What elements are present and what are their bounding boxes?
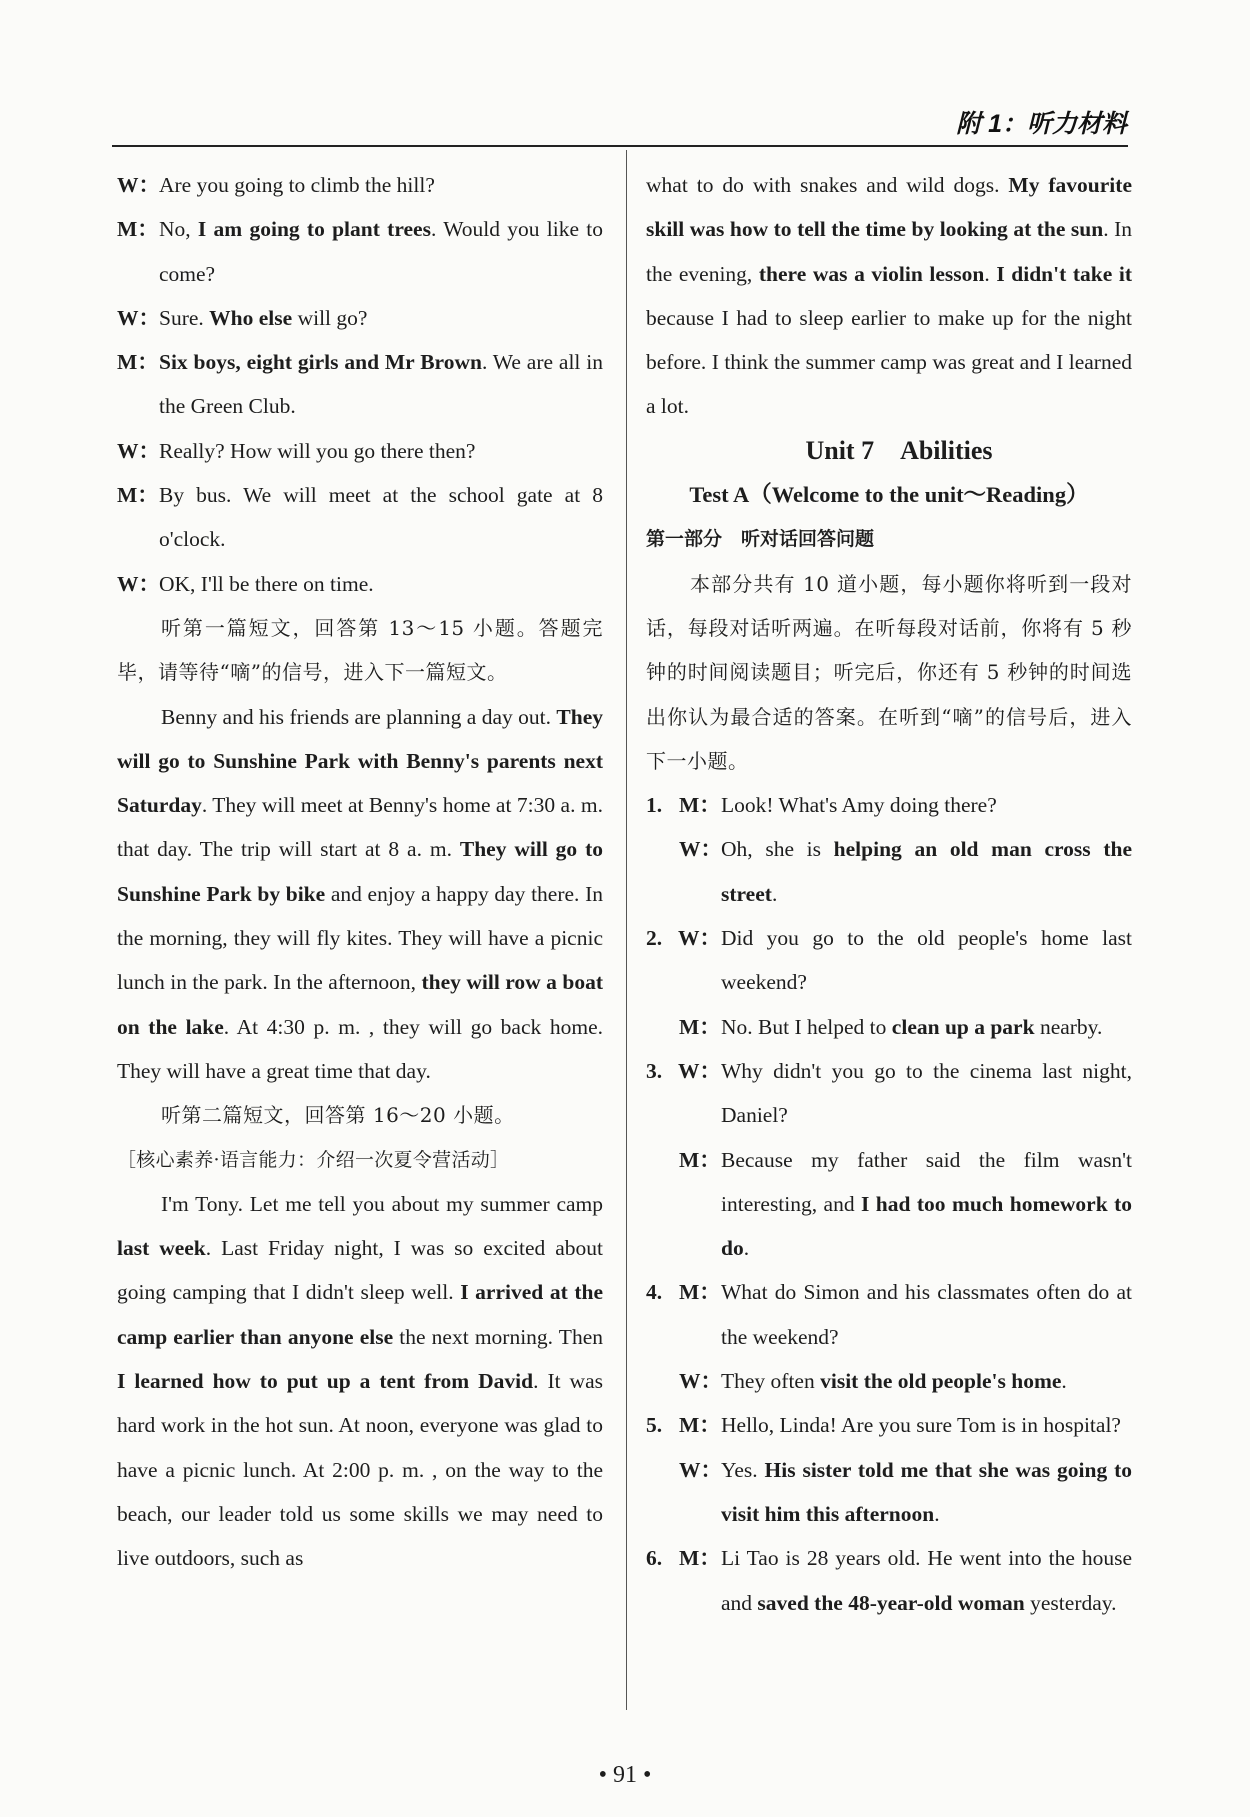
text-run: what to do with snakes and wild dogs. <box>646 173 1009 197</box>
highlighted-text: They will go to Sunshine Park with Benny's parents next Saturday <box>117 704 603 818</box>
speaker-label: M： <box>679 1147 721 1172</box>
test-title: Test A（Welcome to the unit～Reading） <box>689 482 1089 508</box>
dialogue <box>117 163 603 606</box>
text-run: . <box>771 881 778 906</box>
dialogue-text <box>159 296 603 340</box>
question-item <box>646 1403 1132 1536</box>
dialogue-text <box>159 429 603 473</box>
question-number: 6. <box>646 1546 663 1571</box>
text-run: . <box>984 261 997 286</box>
dialogue-line <box>646 1448 1132 1537</box>
dialogue-text <box>159 562 603 606</box>
highlighted-text: They will go to Sunshine Park by bike <box>117 837 603 906</box>
text-run: . We are all in the Green Club. <box>159 350 603 419</box>
dialogue-text <box>721 1005 1132 1049</box>
text-run: No, <box>159 217 198 242</box>
highlighted-text: I am going to plant trees <box>197 217 431 242</box>
text-run: . <box>934 1501 940 1526</box>
section-title: 第一部分 听对话回答问题 <box>646 528 875 551</box>
text-run: Did you go to the old people's home last weekend? <box>721 926 1132 995</box>
highlighted-text: saved the 48-year-old woman <box>757 1590 1025 1615</box>
dialogue-text <box>721 1138 1132 1271</box>
speaker-label: M： <box>117 217 159 242</box>
dialogue-text <box>721 1448 1132 1537</box>
left-column <box>117 163 603 1581</box>
dialogue-line <box>646 1536 1132 1625</box>
speaker-label: W： <box>679 1457 723 1482</box>
highlighted-text: helping an old man cross the street <box>721 837 1132 906</box>
dialogue-text <box>159 473 603 562</box>
text-run: Sure. <box>159 305 210 330</box>
question-number: 1. <box>646 793 663 818</box>
column-divider <box>626 150 627 1710</box>
dialogue-text <box>159 340 603 429</box>
text-run: . At 4:30 p. m. , they will go back home. They will have a great time that day. <box>117 1014 603 1083</box>
passage-1 <box>117 695 603 1094</box>
dialogue-line <box>646 1138 1132 1271</box>
question-item <box>646 916 1132 1049</box>
highlighted-text: I arrived at the camp earlier than anyone else <box>117 1280 603 1349</box>
dialogue-line <box>646 1049 1132 1138</box>
question-item <box>646 1270 1132 1403</box>
question-item <box>646 1049 1132 1270</box>
speaker-label: M： <box>679 1014 721 1039</box>
text-run: and enjoy a happy day there. In the morning, they will fly kites. They will have a picnic lunch in the park. In the afternoon, <box>117 881 603 995</box>
dialogue-line <box>117 473 603 562</box>
text-run: Hello, Linda! Are you sure Tom is in hospital? <box>721 1413 1121 1438</box>
speaker-label: W： <box>679 837 723 862</box>
text-run: Li Tao is 28 years old. He went into the house and <box>721 1546 1132 1615</box>
dialogue-line <box>117 296 603 340</box>
dialogue-line <box>646 1270 1132 1359</box>
dialogue-text <box>721 1270 1132 1359</box>
highlighted-text: I didn't take it <box>996 261 1132 286</box>
highlighted-text: they will row a boat on the lake <box>117 970 604 1039</box>
dialogue-line <box>117 562 603 606</box>
highlighted-text: clean up a park <box>891 1014 1035 1039</box>
dialogue-text <box>721 1049 1132 1138</box>
text-run: Really? How will you go there then? <box>159 438 476 463</box>
core-literacy-note: ［核心素养·语言能力：介绍一次夏令营活动］ <box>117 1148 510 1171</box>
text-run: the next morning. Then <box>393 1324 603 1349</box>
speaker-label: W： <box>117 438 161 463</box>
text-run: Because my father said the film wasn't interesting, and <box>721 1147 1132 1216</box>
speaker-label: W： <box>117 173 161 197</box>
text-run: Why didn't you go to the cinema last night, Daniel? <box>721 1058 1132 1128</box>
highlighted-text: visit the old people's home <box>820 1369 1062 1394</box>
text-run: yesterday. <box>1024 1590 1117 1615</box>
dialogue-text <box>721 827 1132 916</box>
speaker-label: W： <box>679 1369 723 1394</box>
text-run: . Would you like to come? <box>159 217 603 286</box>
dialogue-line <box>117 163 603 207</box>
dialogue-line <box>646 783 1132 827</box>
dialogue-line <box>117 207 603 296</box>
dialogue-text <box>721 783 1132 827</box>
text-run: . It was hard work in the hot sun. At noon, everyone was glad to have a picnic lunch. At 2:00 p. m. , on the way to the beach, our leader told us some skills we may need to live outdoors, such as <box>117 1369 603 1571</box>
question-number: 4. <box>646 1280 663 1305</box>
text-run: Benny and his friends are planning a day out. <box>161 704 557 729</box>
dialogue-text <box>721 1403 1132 1447</box>
question-number: 2. <box>646 926 663 951</box>
text-run: Oh, she is <box>721 837 834 862</box>
section-description: 本部分共有 10 道小题，每小题你将听到一段对话，每段对话听两遍。在听每段对话前，你将有 5 秒钟的时间阅读题目；听完后，你还有 5 秒钟的时间选出你认为最合适的答案。在听到“嘀”的信号后，进入下一小题。 <box>646 571 1132 773</box>
dialogue-line <box>117 340 603 429</box>
highlighted-text: His sister told me that she was going to visit him this afternoon <box>721 1457 1132 1526</box>
speaker-label: M： <box>117 483 159 508</box>
text-run: nearby. <box>1034 1014 1103 1039</box>
highlighted-text: there was a violin lesson <box>758 261 985 286</box>
text-run: I'm Tony. Let me tell you about my summer camp <box>161 1191 603 1216</box>
text-run: . In the evening, <box>646 217 1132 286</box>
header-rule <box>112 145 1128 147</box>
speaker-label: W： <box>677 1058 721 1083</box>
highlighted-text: I had too much homework to do <box>721 1191 1132 1261</box>
question-item <box>646 1536 1132 1625</box>
passage-2 <box>117 1182 603 1581</box>
question-number: 5. <box>646 1413 663 1438</box>
speaker-label: W： <box>117 571 161 596</box>
highlighted-text: I learned how to put up a tent from David <box>117 1369 534 1394</box>
speaker-label: W： <box>117 305 161 330</box>
speaker-label: W： <box>677 926 721 951</box>
speaker-label: M： <box>117 350 159 375</box>
text-run: . Last Friday night, I was so excited about going camping that I didn't sleep well. <box>117 1236 603 1305</box>
dialogue-line <box>646 827 1132 916</box>
text-run: Yes. <box>721 1457 765 1482</box>
text-run: because I had to sleep earlier to make up for the night before. I think the summer camp was great and I learned a lot. <box>646 305 1132 419</box>
question-item <box>646 783 1132 916</box>
dialogue-line <box>646 916 1132 1005</box>
text-run: OK, I'll be there on time. <box>159 571 374 596</box>
text-run: No. But I helped to <box>721 1014 892 1039</box>
dialogue-line <box>646 1005 1132 1049</box>
dialogue-line <box>646 1403 1132 1447</box>
unit-title: Unit 7 Abilities <box>805 435 993 465</box>
text-run: . <box>743 1236 750 1261</box>
passage-2-continued <box>646 163 1132 429</box>
text-run: Are you going to climb the hill? <box>159 173 435 197</box>
page-number: • 91 • <box>598 1762 652 1788</box>
highlighted-text: Who else <box>209 305 293 330</box>
text-run: . <box>1061 1369 1067 1394</box>
text-run: Look! What's Amy doing there? <box>721 793 997 818</box>
text-run: They often <box>721 1369 821 1394</box>
dialogue-text <box>721 916 1132 1005</box>
dialogue-text <box>159 207 603 296</box>
dialogue-text <box>721 1536 1132 1625</box>
right-column <box>646 163 1132 1625</box>
speaker-label: M： <box>679 1413 721 1438</box>
dialogue-text <box>159 163 603 207</box>
dialogue-text <box>721 1359 1132 1403</box>
instruction-passage-2: 听第二篇短文，回答第 16～20 小题。 <box>161 1103 515 1128</box>
highlighted-text: Six boys, eight girls and Mr Brown <box>159 350 482 375</box>
highlighted-text: My favourite skill was how to tell the time by looking at the sun <box>646 173 1132 242</box>
instruction-passage-1: 听第一篇短文，回答第 13～15 小题。答题完毕，请等待“嘀”的信号，进入下一篇短文。 <box>117 615 603 685</box>
text-run: will go? <box>292 305 368 330</box>
speaker-label: M： <box>679 793 721 818</box>
speaker-label: M： <box>679 1280 721 1305</box>
header-title: 附 1：听力材料 <box>956 110 1127 138</box>
dialogue-line <box>117 429 603 473</box>
text-run: . They will meet at Benny's home at 7:30 a. m. that day. The trip will start at 8 a. m. <box>117 793 603 862</box>
text-run: By bus. We will meet at the school gate at 8 o'clock. <box>159 483 603 552</box>
text-run: What do Simon and his classmates often do at the weekend? <box>721 1280 1132 1349</box>
dialogue-line <box>646 1359 1132 1403</box>
question-number: 3. <box>646 1058 663 1083</box>
highlighted-text: last week <box>117 1236 206 1261</box>
speaker-label: M： <box>679 1546 721 1571</box>
